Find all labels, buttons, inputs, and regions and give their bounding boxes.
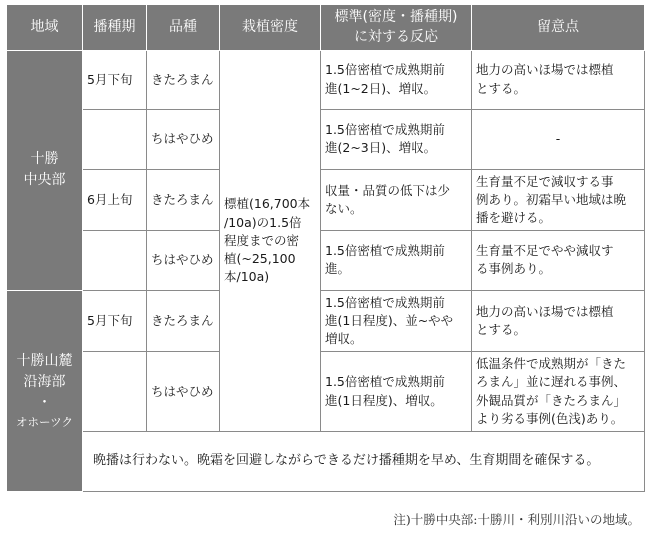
notes-cell <box>472 352 645 432</box>
reaction-line: 進(1日程度)、増収。 <box>325 392 443 408</box>
notes-line: 生育量不足で減収する事 <box>476 173 614 189</box>
reaction-cell <box>321 50 472 109</box>
header-reaction-line: 標準(密度・播種期) <box>334 9 458 25</box>
notes-cell <box>472 109 645 169</box>
density-line: /10a)の1.5倍 <box>224 214 302 230</box>
header-variety: 品種 <box>147 5 220 51</box>
notes-cell <box>472 169 645 230</box>
reaction-line: 1.5倍密植で成熟期前 <box>325 374 445 390</box>
reaction-line: 収量・品質の低下は少 <box>325 182 451 198</box>
sowing-cell <box>83 230 147 290</box>
notes-line: ろまん」並に遅れる事例、 <box>476 374 627 390</box>
notes-line: 生育量不足でやや減収す <box>476 243 614 259</box>
density-line: 本/10a) <box>224 268 270 284</box>
region-line: 中央部 <box>23 172 66 189</box>
region-tokachi-foothills <box>7 290 83 491</box>
sowing-cell <box>83 352 147 432</box>
region-line: 十勝 <box>30 151 59 168</box>
density-line: 程度までの密 <box>224 232 300 248</box>
header-region: 地域 <box>7 5 83 51</box>
table-row <box>7 109 645 169</box>
header-row <box>7 5 645 51</box>
notes-line: る事例あり。 <box>476 261 552 277</box>
variety-cell: きたろまん <box>147 169 220 230</box>
notes-line: より劣る事例(色浅)あり。 <box>476 410 624 426</box>
reaction-line: 増収。 <box>325 331 363 347</box>
density-line: 植(~25,100 <box>224 250 296 266</box>
variety-cell: きたろまん <box>147 290 220 351</box>
region-line: 沿海部 <box>23 373 66 390</box>
notes-line: 例あり。初霜早い地域は晩 <box>476 191 627 207</box>
reaction-line: 1.5倍密植で成熟期前 <box>325 62 445 78</box>
notes-line: とする。 <box>476 322 527 338</box>
reaction-line: 1.5倍密植で成熟期前 <box>325 294 445 310</box>
notes-line: 地力の高いほ場では標植 <box>476 304 614 320</box>
region-line: ・ <box>37 394 52 411</box>
sowing-cell <box>83 109 147 169</box>
variety-cell: ちはやひめ <box>147 352 220 432</box>
sowing-cell: 5月下旬 <box>83 50 147 109</box>
reaction-line: 進。 <box>325 261 351 277</box>
reaction-line: ない。 <box>325 200 363 216</box>
table-row <box>7 230 645 290</box>
reaction-cell <box>321 169 472 230</box>
reaction-line: 1.5倍密植で成熟期前 <box>325 243 445 259</box>
variety-cell: ちはやひめ <box>147 109 220 169</box>
reaction-line: 1.5倍密植で成熟期前 <box>325 121 445 137</box>
header-planting-density: 栽植密度 <box>220 5 321 51</box>
variety-cell: ちはやひめ <box>147 230 220 290</box>
notes-line: 低温条件で成熟期が「きた <box>476 356 627 372</box>
footnote: 注)十勝中央部:十勝川・利別川沿いの地域。 <box>393 512 640 527</box>
reaction-cell <box>321 352 472 432</box>
table-row <box>7 290 645 351</box>
variety-cell: きたろまん <box>147 50 220 109</box>
region-line: オホーツク <box>16 414 73 429</box>
region-tokachi-central <box>7 50 83 290</box>
reaction-line: 進(1日程度)、並~やや <box>325 313 454 329</box>
notes-line: 播を避ける。 <box>476 209 552 225</box>
reaction-cell <box>321 109 472 169</box>
notes-cell <box>472 50 645 109</box>
reaction-line: 進(1~2日)、増収。 <box>325 80 437 96</box>
reaction-cell <box>321 290 472 351</box>
reaction-cell <box>321 230 472 290</box>
notes-cell <box>472 290 645 351</box>
sowing-cell: 6月上旬 <box>83 169 147 230</box>
notes-line: 地力の高いほ場では標植 <box>476 62 614 78</box>
table-row <box>7 352 645 432</box>
density-line: 標植(16,700本 <box>224 196 311 212</box>
notes-line: 外観品質が「きたろまん」 <box>476 392 627 408</box>
header-reaction-line: に対する反応 <box>354 29 438 46</box>
notes-line: - <box>555 131 561 147</box>
header-sowing-period: 播種期 <box>83 5 147 51</box>
late-sowing-note: 晩播は行わない。晩霜を回避しながらできるだけ播種期を早め、生育期間を確保する。 <box>83 431 645 491</box>
notes-line: とする。 <box>476 80 527 96</box>
sowing-cell: 5月下旬 <box>83 290 147 351</box>
table-row <box>7 169 645 230</box>
notes-cell <box>472 230 645 290</box>
table-row <box>7 50 645 109</box>
region-line: 十勝山麓 <box>16 352 73 369</box>
table-row <box>7 431 645 491</box>
density-cell <box>220 50 321 431</box>
header-notes: 留意点 <box>472 5 645 51</box>
reaction-line: 進(2~3日)、増収。 <box>325 140 437 156</box>
cultivation-table <box>6 4 645 492</box>
header-reaction <box>321 5 472 51</box>
